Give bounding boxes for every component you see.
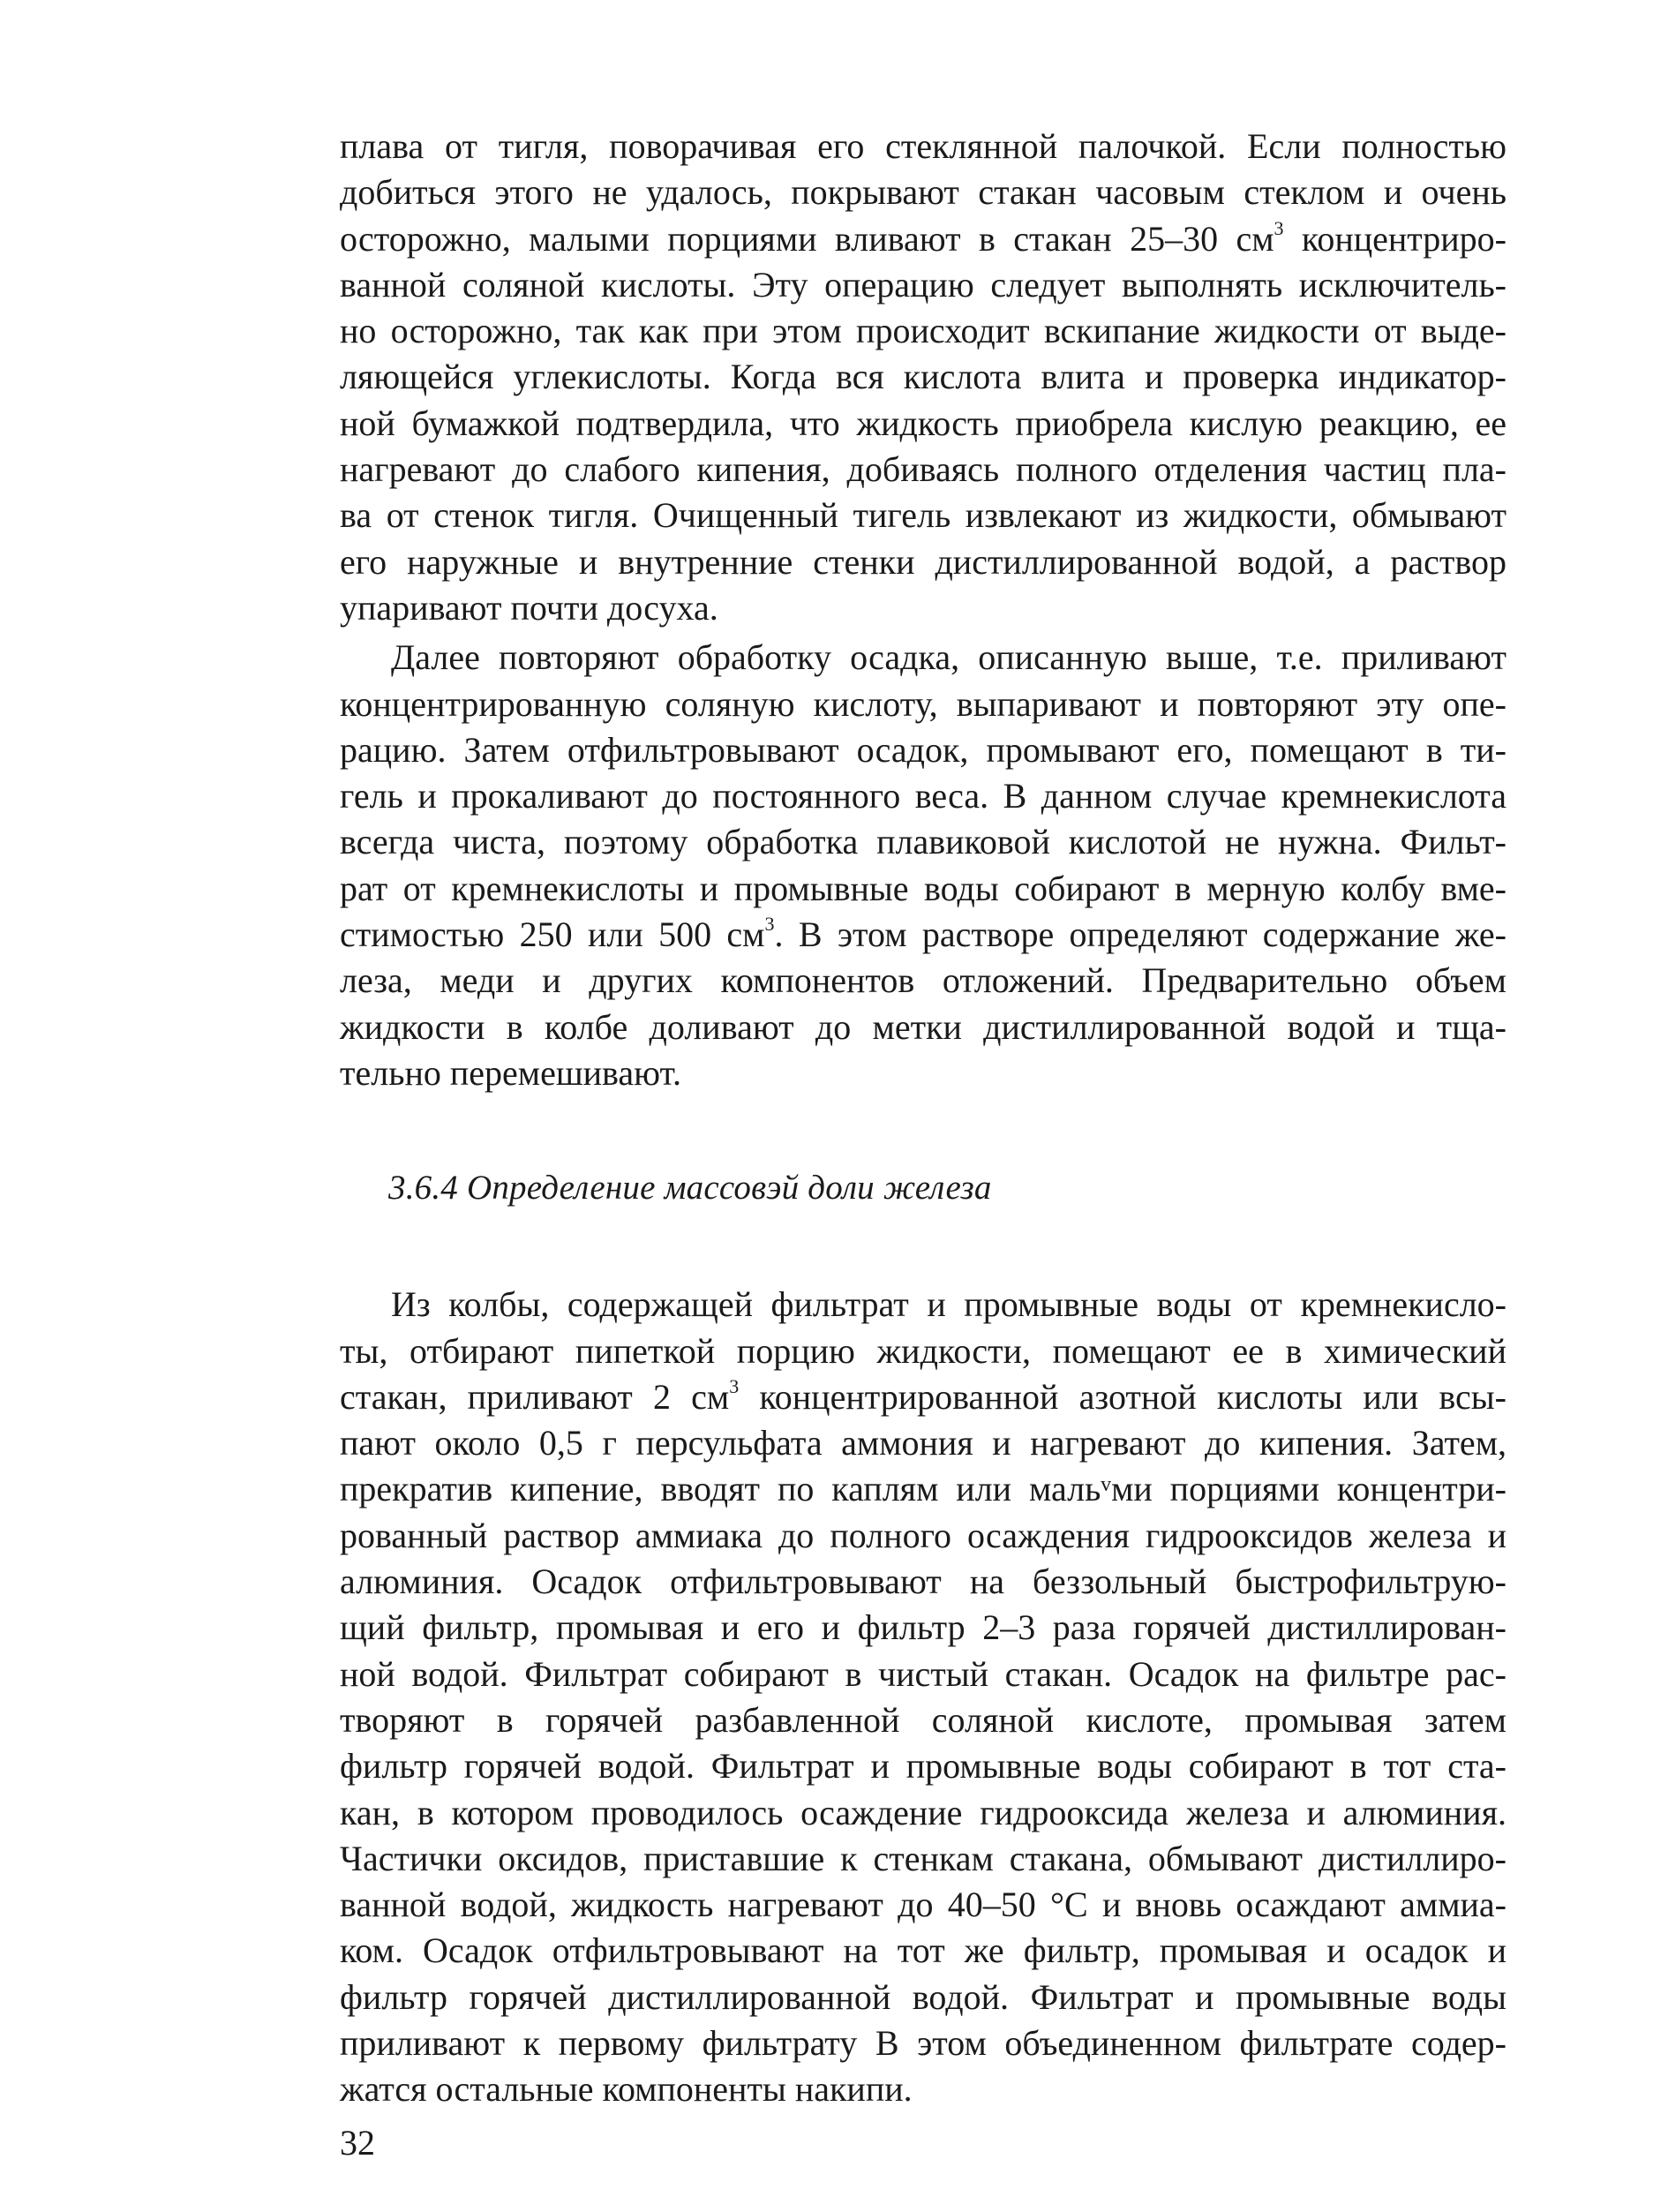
paragraph-1 [340, 124, 1506, 631]
text-fragment: осторожно, малыми порциями вливают в стакан 25–30 см [340, 218, 1274, 259]
text-line: приливают к первому фильтрату В этом объединенном фильтрате содер- [340, 2022, 1506, 2063]
text-line [340, 1374, 1506, 1420]
text-line: его наружные и внутренние стенки дистиллированной водой, а раствор [340, 541, 1506, 582]
text-line: ва от стенок тигля. Очищенный тигель извлекают из жидкости, обмывают [340, 495, 1506, 536]
document-page [340, 124, 1506, 2166]
text-line: Частички оксидов, приставшие к стенкам стакана, обмывают дистиллиро- [340, 1838, 1506, 1878]
paragraph-3 [340, 1282, 1506, 2112]
superscript: 3 [764, 913, 775, 936]
text-line: гель и прокаливают до постоянного веса. В данном случае кремнекислота [340, 776, 1506, 816]
text-line: тельно перемешивают. [340, 1052, 681, 1093]
text-fragment: концентриро- [1283, 218, 1506, 259]
superscript: 3 [729, 1375, 740, 1398]
text-line: творяют в горячей разбавленной соляной кислоте, промывая затем [340, 1699, 1506, 1740]
text-line: добиться этого не удалось, покрывают стакан часовым стеклом и очень [340, 172, 1506, 213]
text-line: прекратив кипение, вводят по каплям или мальᵛми порциями концентри- [340, 1469, 1506, 1509]
text-line [340, 216, 1506, 262]
text-line: ляющейся углекислоты. Когда вся кислота влита и проверка индикатор- [340, 357, 1506, 397]
text-line: кан, в котором проводилось осаждение гидрооксида железа и алюминия. [340, 1792, 1506, 1832]
text-line: фильтр горячей дистиллированной водой. Фильтрат и промывные воды [340, 1976, 1506, 2017]
text-line: упаривают почти досуха. [340, 587, 718, 628]
text-line: жидкости в колбе доливают до метки дистиллированной водой и тща- [340, 1006, 1506, 1047]
section-heading: 3.6.4 Определение массовэй доли железа [388, 1169, 992, 1208]
paragraph-2 [340, 635, 1506, 1096]
text-line: всегда чиста, поэтому обработка плавиковой кислотой не нужна. Фильт- [340, 822, 1506, 862]
text-line: ванной водой, жидкость нагревают до 40–50 °С и вновь осаждают аммиа- [340, 1885, 1506, 1925]
page-number: 32 [340, 2122, 375, 2163]
text-line [340, 912, 1506, 958]
text-line: пают около 0,5 г персульфата аммония и нагревают до кипения. Затем, [340, 1423, 1506, 1463]
text-line: ной бумажкой подтвердила, что жидкость приобрела кислую реакцию, ее [340, 403, 1506, 443]
text-fragment: концентрированной азотной кислоты или всы- [739, 1376, 1506, 1417]
text-line: фильтр горячей водой. Фильтрат и промывные воды собирают в тот ста- [340, 1746, 1506, 1787]
text-line: но осторожно, так как при этом происходит вскипание жидкости от выде- [340, 311, 1506, 351]
text-line: ванной соляной кислоты. Эту операцию следует выполнять исключитель- [340, 264, 1506, 305]
text-line: ной водой. Фильтрат собирают в чистый стакан. Осадок на фильтре рас- [340, 1653, 1506, 1694]
text-line: плава от тигля, поворачивая его стеклянной палочкой. Если полностью [340, 126, 1506, 166]
text-line: концентрированную соляную кислоту, выпаривают и повторяют эту опе- [340, 683, 1506, 724]
text-line: ком. Осадок отфильтровывают на тот же фильтр, промывая и осадок и [340, 1930, 1506, 1971]
text-line: Из колбы, содержащей фильтрат и промывные воды от кремнекисло- [391, 1284, 1506, 1325]
text-line: щий фильтр, промывая и его и фильтр 2–3 раза горячей дистиллирован- [340, 1607, 1506, 1648]
text-line: нагревают до слабого кипения, добиваясь полного отделения частиц пла- [340, 449, 1506, 490]
text-line: ты, отбирают пипеткой порцию жидкости, помещают ее в химический [340, 1330, 1506, 1371]
text-line: рованный раствор аммиака до полного осаждения гидрооксидов железа и [340, 1515, 1506, 1555]
text-line: Далее повторяют обработку осадка, описанную выше, т.е. приливают [391, 637, 1506, 678]
text-line: рат от кремнекислоты и промывные воды собирают в мерную колбу вме- [340, 868, 1506, 908]
text-fragment: . В этом растворе определяют содержание же- [774, 914, 1506, 955]
superscript: 3 [1274, 217, 1284, 239]
text-line: жатся остальные компоненты накипи. [340, 2069, 913, 2110]
text-line: леза, меди и других компонентов отложений. Предварительно объем [340, 960, 1506, 1001]
text-fragment: стимостью 250 или 500 см [340, 914, 765, 955]
text-line: рацию. Затем отфильтровывают осадок, промывают его, помещают в ти- [340, 729, 1506, 770]
text-line: алюминия. Осадок отфильтровывают на беззольный быстрофильтрую- [340, 1561, 1506, 1602]
text-fragment: стакан, приливают 2 см [340, 1376, 730, 1417]
